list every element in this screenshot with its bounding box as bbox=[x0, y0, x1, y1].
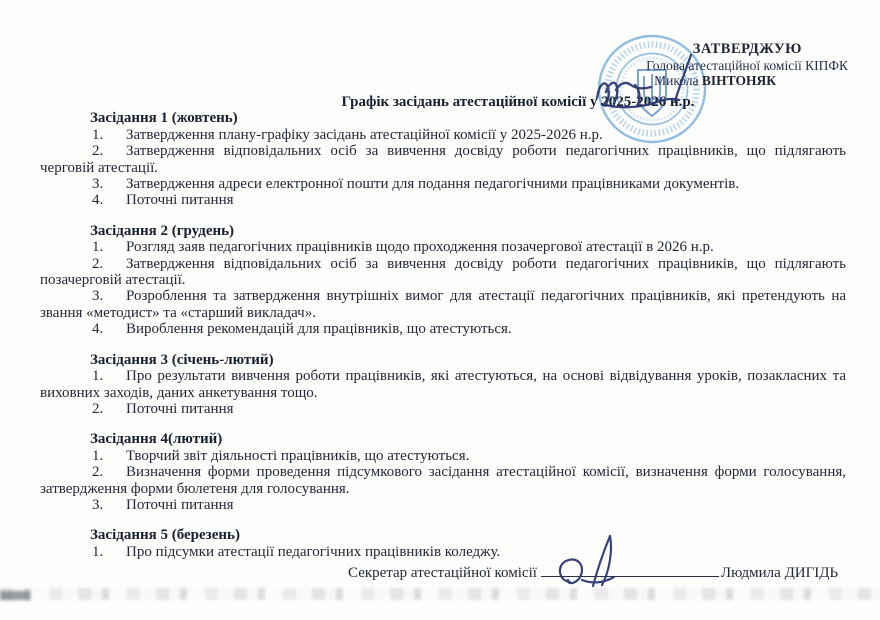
agenda-item: 2. Визначення форми проведення підсумкового засідання атестаційної комісії, визначення форми голосування, затвердження форми бюлетеня для голосування. bbox=[40, 464, 846, 497]
section-meeting-1 bbox=[40, 110, 846, 208]
document-title: Графік засідань атестаційної комісії у 2025-2026 н.р. bbox=[341, 94, 695, 110]
agenda-item: 1. Творчий звіт діяльності працівників, що атестуються. bbox=[92, 447, 470, 464]
agenda-item: 4. Вироблення рекомендацій для працівників, що атестуються. bbox=[92, 321, 512, 338]
chairman-signature bbox=[590, 52, 720, 118]
agenda-item: 2. Затвердження відповідальних осіб за вивчення досвіду роботи педагогічних працівників, що підлягають черговій атестації. bbox=[40, 143, 846, 176]
agenda-item: 3. Поточні питання bbox=[92, 496, 234, 513]
secretary-role-label: Секретар атестаційної комісії bbox=[348, 565, 537, 581]
secretary-name: Людмила ДИГІДЬ bbox=[720, 565, 839, 581]
scan-artifact-band bbox=[0, 588, 880, 600]
secretary-signature bbox=[548, 532, 652, 598]
approver-last-name: ВІНТОНЯК bbox=[701, 73, 776, 88]
approve-label: ЗАТВЕРДЖУЮ bbox=[692, 41, 802, 57]
agenda-item: 1. Розгляд заяв педагогічних працівників щодо проходження позачергової атестації в 2026 н.р. bbox=[92, 239, 714, 256]
section-meeting-4 bbox=[40, 431, 846, 513]
scan-artifact-blob bbox=[0, 591, 30, 600]
agenda-item: 4. Поточні питання bbox=[92, 192, 234, 209]
agenda-item: 2. Поточні питання bbox=[92, 400, 234, 417]
document-body bbox=[40, 94, 846, 560]
approver-role: Голова атестаційної комісії КІПФК bbox=[646, 57, 848, 73]
section-title: Засідання 4(лютий) bbox=[90, 431, 223, 448]
section-title: Засідання 5 (березень) bbox=[90, 527, 240, 544]
agenda-item: 1. Затвердження плану-графіку засідань атестаційної комісії у 2025-2026 н.р. bbox=[92, 126, 603, 143]
section-meeting-5 bbox=[40, 527, 846, 560]
section-title: Засідання 3 (січень-лютий) bbox=[90, 351, 274, 368]
section-title: Засідання 2 (грудень) bbox=[90, 222, 235, 239]
section-meeting-2 bbox=[40, 223, 846, 338]
section-title: Засідання 1 (жовтень) bbox=[90, 110, 238, 127]
section-meeting-3 bbox=[40, 352, 846, 418]
approver-first-name: Микола bbox=[654, 73, 702, 88]
agenda-item: 1. Про результати вивчення роботи працівників, які атестуються, на основі відвідування уроків, позакласних та виховних заходів, даних анкетування тощо. bbox=[40, 368, 846, 401]
agenda-item: 3. Розроблення та затвердження внутрішніх вимог для атестації педагогічних працівників, які претендують на звання «методист» та «старший викладач». bbox=[40, 288, 846, 321]
agenda-item: 2. Затвердження відповідальних осіб за вивчення досвіду роботи педагогічних працівників, що підлягають позачерговій атестації. bbox=[40, 255, 846, 289]
agenda-item: 3. Затвердження адреси електронної пошти для подання педагогічними працівниками документів. bbox=[92, 176, 740, 193]
agenda-item: 1. Про підсумки атестації педагогічних працівників коледжу. bbox=[92, 543, 501, 560]
